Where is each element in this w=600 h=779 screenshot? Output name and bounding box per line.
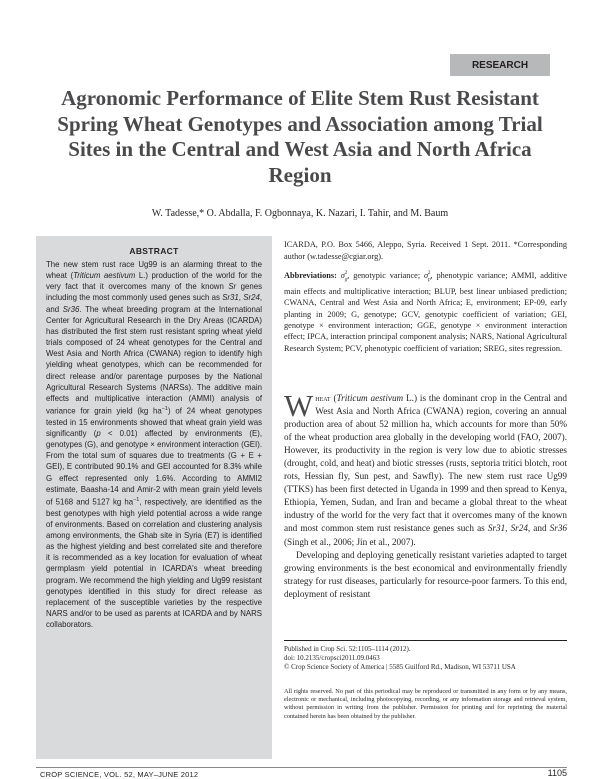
authors: W. Tadesse,* O. Abdalla, F. Ogbonnaya, K. Nazari, I. Tahir, and M. Baum [151,208,449,219]
publication-doi[interactable]: doi: 10.2135/cropsci2011.09.0463 [284,654,380,663]
publication-citation: Published in Crop Sci. 52:1105–1114 (2012). [284,645,411,653]
footer-divider [36,767,567,768]
journal-footer: CROP SCIENCE, VOL. 52, MAY–JUNE 2012 [40,770,199,779]
publication-info [284,640,567,673]
page-number: 1105 [547,768,567,778]
body-text [284,388,568,601]
publication-copyright: © Crop Science Society of America | 5585 Guilford Rd., Madison, WI 53711 USA [284,663,516,672]
abstract-box [36,236,272,759]
article-title: Agronomic Performance of Elite Stem Rust Resistant Spring Wheat Genotypes and Association among Trial Sites in the Central and West Asia and North Africa Region [57,86,543,187]
abstract-heading: ABSTRACT [129,246,179,256]
section-tag: RESEARCH [450,54,550,76]
affiliation: ICARDA, P.O. Box 5466, Aleppo, Syria. Received 1 Sept. 2011. *Corresponding author (w.tadesse@cgiar.org). [284,240,567,261]
rights-notice: All rights reserved. No part of this periodical may be reproduced or transmitted in any form or by any means, electronic or mechanical, including photocopying, recording, or any information storage and retrieval system, without permission in writing from the publisher. Permission for printing and for reprinting the material contained herein has been obtained by the publisher. [284,688,567,720]
abbreviations: Abbreviations: $\sigma_g^2$, genotypic variance; $\sigma_p^2$, phenotypic variance; AMMI, additive main effects and multiplicative interaction; BLUP, best linear unbiased prediction; CWANA, Central and West Asia and North Africa; E, environment; EP-09, early planting in 2009; G, genotype; GCV, genotypic coefficient of variation; GEI, genotype × environment interaction; GGE, genotype × environment interaction effect; IPCA, interaction principal component analysis; NARS, National Agricultural Research System; PCV, phenotypic coefficient of variation; SREG, sites regression. [284,270,568,353]
body-paragraph: Developing and deploying genetically resistant varieties adapted to target growing environments is the best economical and environmentally friendly strategy for rust diseases, particularly for resource-poor farmers. To this end, deployment of resistant [284,549,567,599]
drop-cap: W [284,388,314,423]
abstract-text: The new stem rust race Ug99 is an alarming threat to the wheat (Triticum aestivum L.) production of the world for the very fact that it overcomes many of the known Sr genes including the most commonly used genes such as Sr31, Sr24, and Sr36. The wheat breeding program at the International Center for Agricultural Research in the Dry Areas (ICARDA) has distributed the first stem rust resistant spring wheat yield trials composed of 24 wheat genotypes for the Central and West Asia and North Africa (CWANA) region to identify high yielding wheat genotypes, which can be recommended for direct release and/or parentage purposes by the National Agricultural Research Systems (NARSs). The additive main effects and multiplicative interaction (AMMI) analysis of variance for grain yield (kg $ha^{-1}$) of 24 wheat genotypes tested in 15 environments showed that wheat grain yield was significantly (p < 0.01) affected by environments (E), genotypes (G), and genotype × environment interaction (GEI). From the total sum of squares due to treatments (G + E + GEI), E contributed 90.1% and GEI accounted for 8.3% while G effect represented only 1.6%. According to AMMI2 estimate, Baasha-14 and Amir-2 with mean grain yield levels of 5168 and 5127 kg $ha^{-1}$, respectively, are identified as the best genotypes with high yield potential across a wide range of environments. Based on correlation and clustering analysis among environments, the Ghab site in Syria (E7) is identified as the highest yielding and best correlated site and therefore it is recommended as a key location for evaluation of wheat germplasm yield potential in ICARDA's wheat breeding program. We recommend the high yielding and Ug99 resistant genotypes identified in this study for direct release as replacement of the susceptible varieties by the respective NARS and/or to be used as parents at ICARDA and by NARS collaborators. [46,260,263,630]
abbreviations-label: Abbreviations: [284,270,337,280]
body-paragraph: Wheat (Triticum aestivum L.) is the dominant crop in the Central and West Asia and North Africa (CWANA) region, covering an annual production area of about 52 million ha, which accounts for more than 50% of the wheat production area globally in the developing world (FAO, 2007). However, its productivity in the region is very low due to abiotic stresses (drought, cold, and heat) and biotic stresses (rusts, septoria tritici blotch, root rots, Hessian fly, Sun pest, and Sawfly). The new stem rust race Ug99 (TTKS) has been first detected in Uganda in 1999 and then spread to Kenya, Ethiopia, Yemen, Sudan, and Iran and became a global threat to the wheat industry of the world for the very fact that it overcomes many of the known and most common stem rust resistance genes such as Sr31, Sr24, and Sr36 (Singh et al., 2006; Jin et al., 2007). [284,388,568,547]
